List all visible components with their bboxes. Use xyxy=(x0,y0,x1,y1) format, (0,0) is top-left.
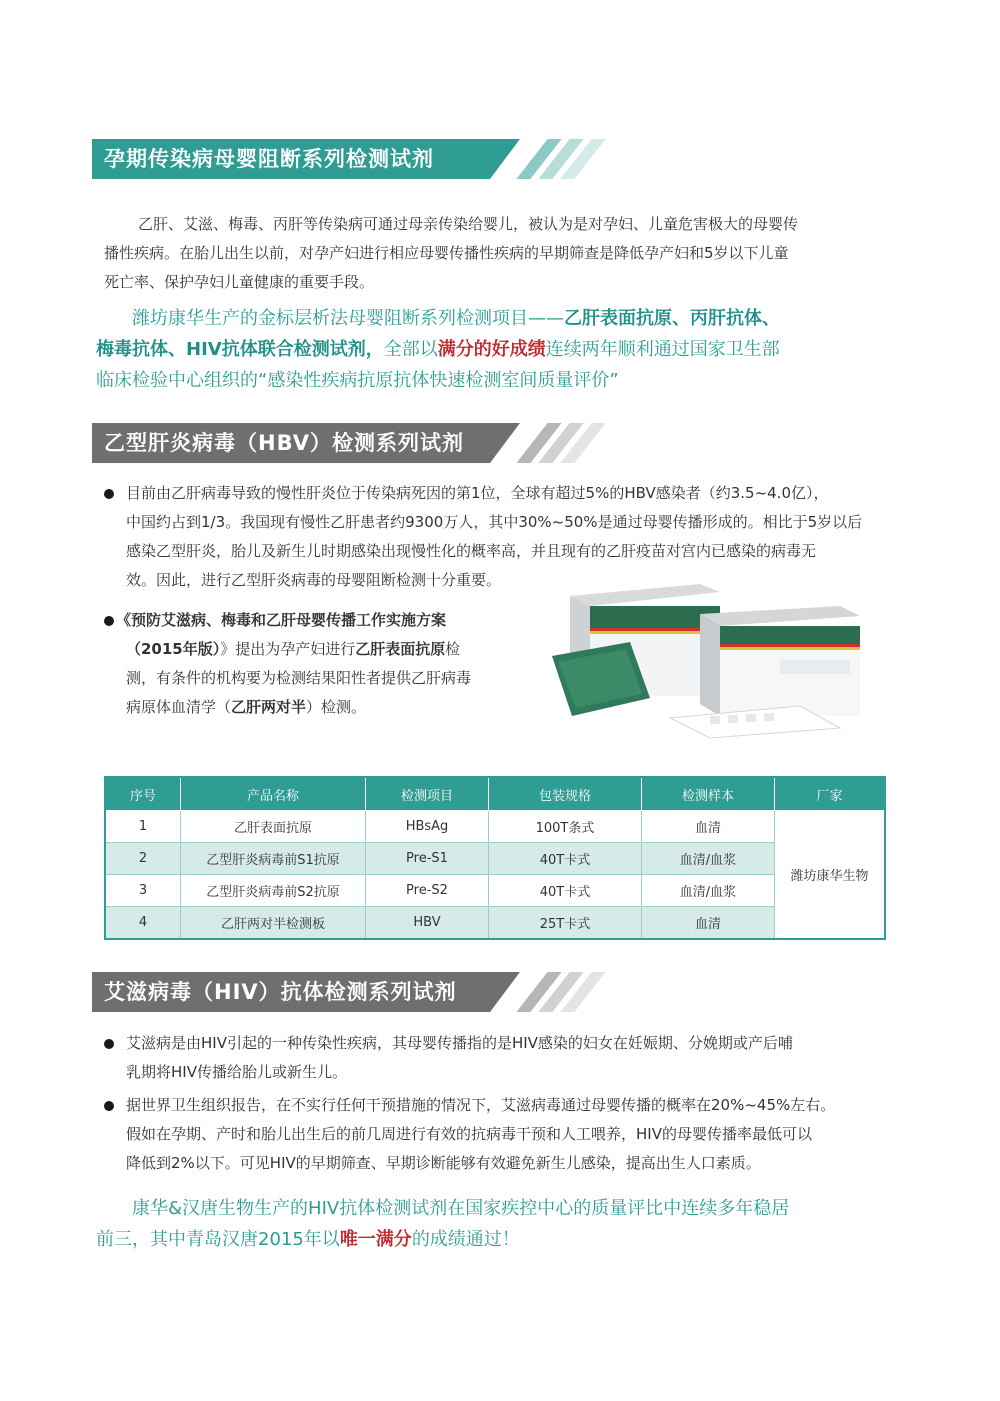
table-row xyxy=(105,907,885,940)
text-line: 播性疾病。在胎儿出生以前，对孕产妇进行相应母婴传播性疾病的早期筛查是降低孕产妇和5岁以下儿童 xyxy=(104,244,789,262)
table-row xyxy=(105,811,885,843)
only-full-score-emphasis: 唯一满分 xyxy=(339,1229,412,1250)
bullet-dot xyxy=(104,1039,114,1049)
text-line: 临床检验中心组织的“感染性疾病抗原抗体快速检测室间质量评价” xyxy=(96,370,619,391)
table-row xyxy=(105,875,885,907)
section-banner-hbv xyxy=(92,423,602,463)
text-line: 测，有条件的机构要为检测结果阳性者提供乙肝病毒 xyxy=(126,669,472,687)
hiv-bullet-2 xyxy=(126,1091,896,1178)
section-title: 艾滋病毒（HIV）抗体检测系列试剂 xyxy=(104,980,457,1004)
text-line: 艾滋病是由HIV引起的一种传染性疾病，其母婴传播指的是HIV感染的妇女在妊娠期、分娩期或产后哺 xyxy=(126,1034,793,1052)
lead-text: 全部以 xyxy=(383,339,438,360)
text-line xyxy=(96,303,916,334)
table-cell: 2 xyxy=(105,843,181,875)
table-cell: 乙肝两对半检测板 xyxy=(181,907,366,940)
hbv-bullet-2 xyxy=(112,606,532,722)
text-line xyxy=(96,334,916,365)
table-cell: 乙型肝炎病毒前S1抗原 xyxy=(181,843,366,875)
product-list-emphasis: 梅毒抗体、HIV抗体联合检测试剂， xyxy=(96,339,384,360)
text-line xyxy=(112,693,532,722)
text-line: 中国约占到1/3。我国现有慢性乙肝患者约9300万人，其中30%~50%是通过母婴传播形成的。相比于5岁以后 xyxy=(126,513,863,531)
hbsag-emphasis: 乙肝表面抗原 xyxy=(355,640,446,658)
text-line: 效。因此，进行乙型肝炎病毒的母婴阻断检测十分重要。 xyxy=(126,571,502,589)
intro-paragraph xyxy=(104,210,904,297)
text-line xyxy=(112,635,532,664)
hiv-bullet-1 xyxy=(126,1029,896,1087)
table-cell: Pre-S1 xyxy=(366,843,489,875)
text-line: 假如在孕期、产时和胎儿出生后的前几周进行有效的抗病毒干预和人工喂养，HIV的母婴传播率最低可以 xyxy=(126,1125,812,1143)
lead-text: 潍坊康华生产的金标层析法母婴阻断系列检测项目—— xyxy=(132,308,564,329)
table-cell: 40T卡式 xyxy=(489,875,642,907)
table-cell: 乙肝表面抗原 xyxy=(181,811,366,843)
text-line: 乳期将HIV传播给胎儿或新生儿。 xyxy=(126,1063,347,1081)
section-title: 乙型肝炎病毒（HBV）检测系列试剂 xyxy=(104,431,464,455)
manufacturer-cell: 潍坊康华生物 xyxy=(775,811,886,940)
text-line: 据世界卫生组织报告，在不实行任何干预措施的情况下，艾滋病毒通过母婴传播的概率在20%~45%左右。 xyxy=(126,1096,836,1114)
product-list-emphasis: 乙肝表面抗原、丙肝抗体、 xyxy=(564,308,780,329)
text-line: 康华&汉唐生物生产的HIV抗体检测试剂在国家疾控中心的质量评比中连续多年稳居 xyxy=(132,1198,790,1219)
bullet-dot xyxy=(104,1101,114,1111)
column-header: 序号 xyxy=(105,777,181,811)
lead-text: 连续两年顺利通过国家卫生部 xyxy=(545,339,780,360)
column-header: 包装规格 xyxy=(489,777,642,811)
product-photo xyxy=(550,578,890,738)
lead-text: 前三，其中青岛汉唐2015年以 xyxy=(96,1229,340,1250)
text-line: 目前由乙肝病毒导致的慢性肝炎位于传染病死因的第1位，全球有超过5%的HBV感染者（约3.5~4.0亿）， xyxy=(126,484,829,502)
table-cell: 血清/血浆 xyxy=(642,875,775,907)
table-cell: 3 xyxy=(105,875,181,907)
table-header-row xyxy=(105,777,885,811)
product-boxes-illustration xyxy=(550,578,890,738)
body-text: 》提出为孕产妇进行 xyxy=(220,640,356,658)
hbv-product-table xyxy=(104,776,886,940)
table-cell: 4 xyxy=(105,907,181,940)
text-line xyxy=(96,1224,926,1255)
table-cell: 1 xyxy=(105,811,181,843)
section-banner-hiv xyxy=(92,972,602,1012)
column-header: 检测样本 xyxy=(642,777,775,811)
column-header: 产品名称 xyxy=(181,777,366,811)
table-cell: 100T条式 xyxy=(489,811,642,843)
text-line: 感染乙型肝炎，胎儿及新生儿时期感染出现慢性化的概率高，并且现有的乙肝疫苗对宫内已感染的病毒无 xyxy=(126,542,817,560)
section-banner-pregnancy xyxy=(92,139,602,179)
table-row xyxy=(105,843,885,875)
lead-text: 的成绩通过！ xyxy=(411,1229,520,1250)
table-cell: HBsAg xyxy=(366,811,489,843)
text-line: 死亡率、保护孕妇儿童健康的重要手段。 xyxy=(104,273,375,291)
body-text: ）检测。 xyxy=(306,698,367,716)
table-cell: 40T卡式 xyxy=(489,843,642,875)
table-cell: 乙型肝炎病毒前S2抗原 xyxy=(181,875,366,907)
table-cell: HBV xyxy=(366,907,489,940)
column-header: 检测项目 xyxy=(366,777,489,811)
table-cell: Pre-S2 xyxy=(366,875,489,907)
text-line: 降低到2%以下。可见HIV的早期筛查、早期诊断能够有效避免新生儿感染，提高出生人口素质。 xyxy=(126,1154,761,1172)
two-pairs-emphasis: 乙肝两对半 xyxy=(231,698,307,716)
bullet-dot xyxy=(104,489,114,499)
body-text: 病原体血清学（ xyxy=(126,698,232,716)
column-header: 厂家 xyxy=(775,777,886,811)
edition-emphasis: （2015年版） xyxy=(126,640,221,658)
text-line: 《预防艾滋病、梅毒和乙肝母婴传播工作实施方案 xyxy=(116,611,447,629)
text-line: 乙肝、艾滋、梅毒、丙肝等传染病可通过母亲传染给婴儿，被认为是对孕妇、儿童危害极大的母婴传 xyxy=(138,215,799,233)
table-cell: 25T卡式 xyxy=(489,907,642,940)
table-cell: 血清 xyxy=(642,907,775,940)
highlight-paragraph xyxy=(96,303,916,396)
section-title: 孕期传染病母婴阻断系列检测试剂 xyxy=(104,147,434,171)
full-score-emphasis: 满分的好成绩 xyxy=(437,339,546,360)
body-text: 检 xyxy=(445,640,461,658)
hiv-highlight-paragraph xyxy=(96,1193,926,1255)
table-cell: 血清/血浆 xyxy=(642,843,775,875)
table-cell: 血清 xyxy=(642,811,775,843)
